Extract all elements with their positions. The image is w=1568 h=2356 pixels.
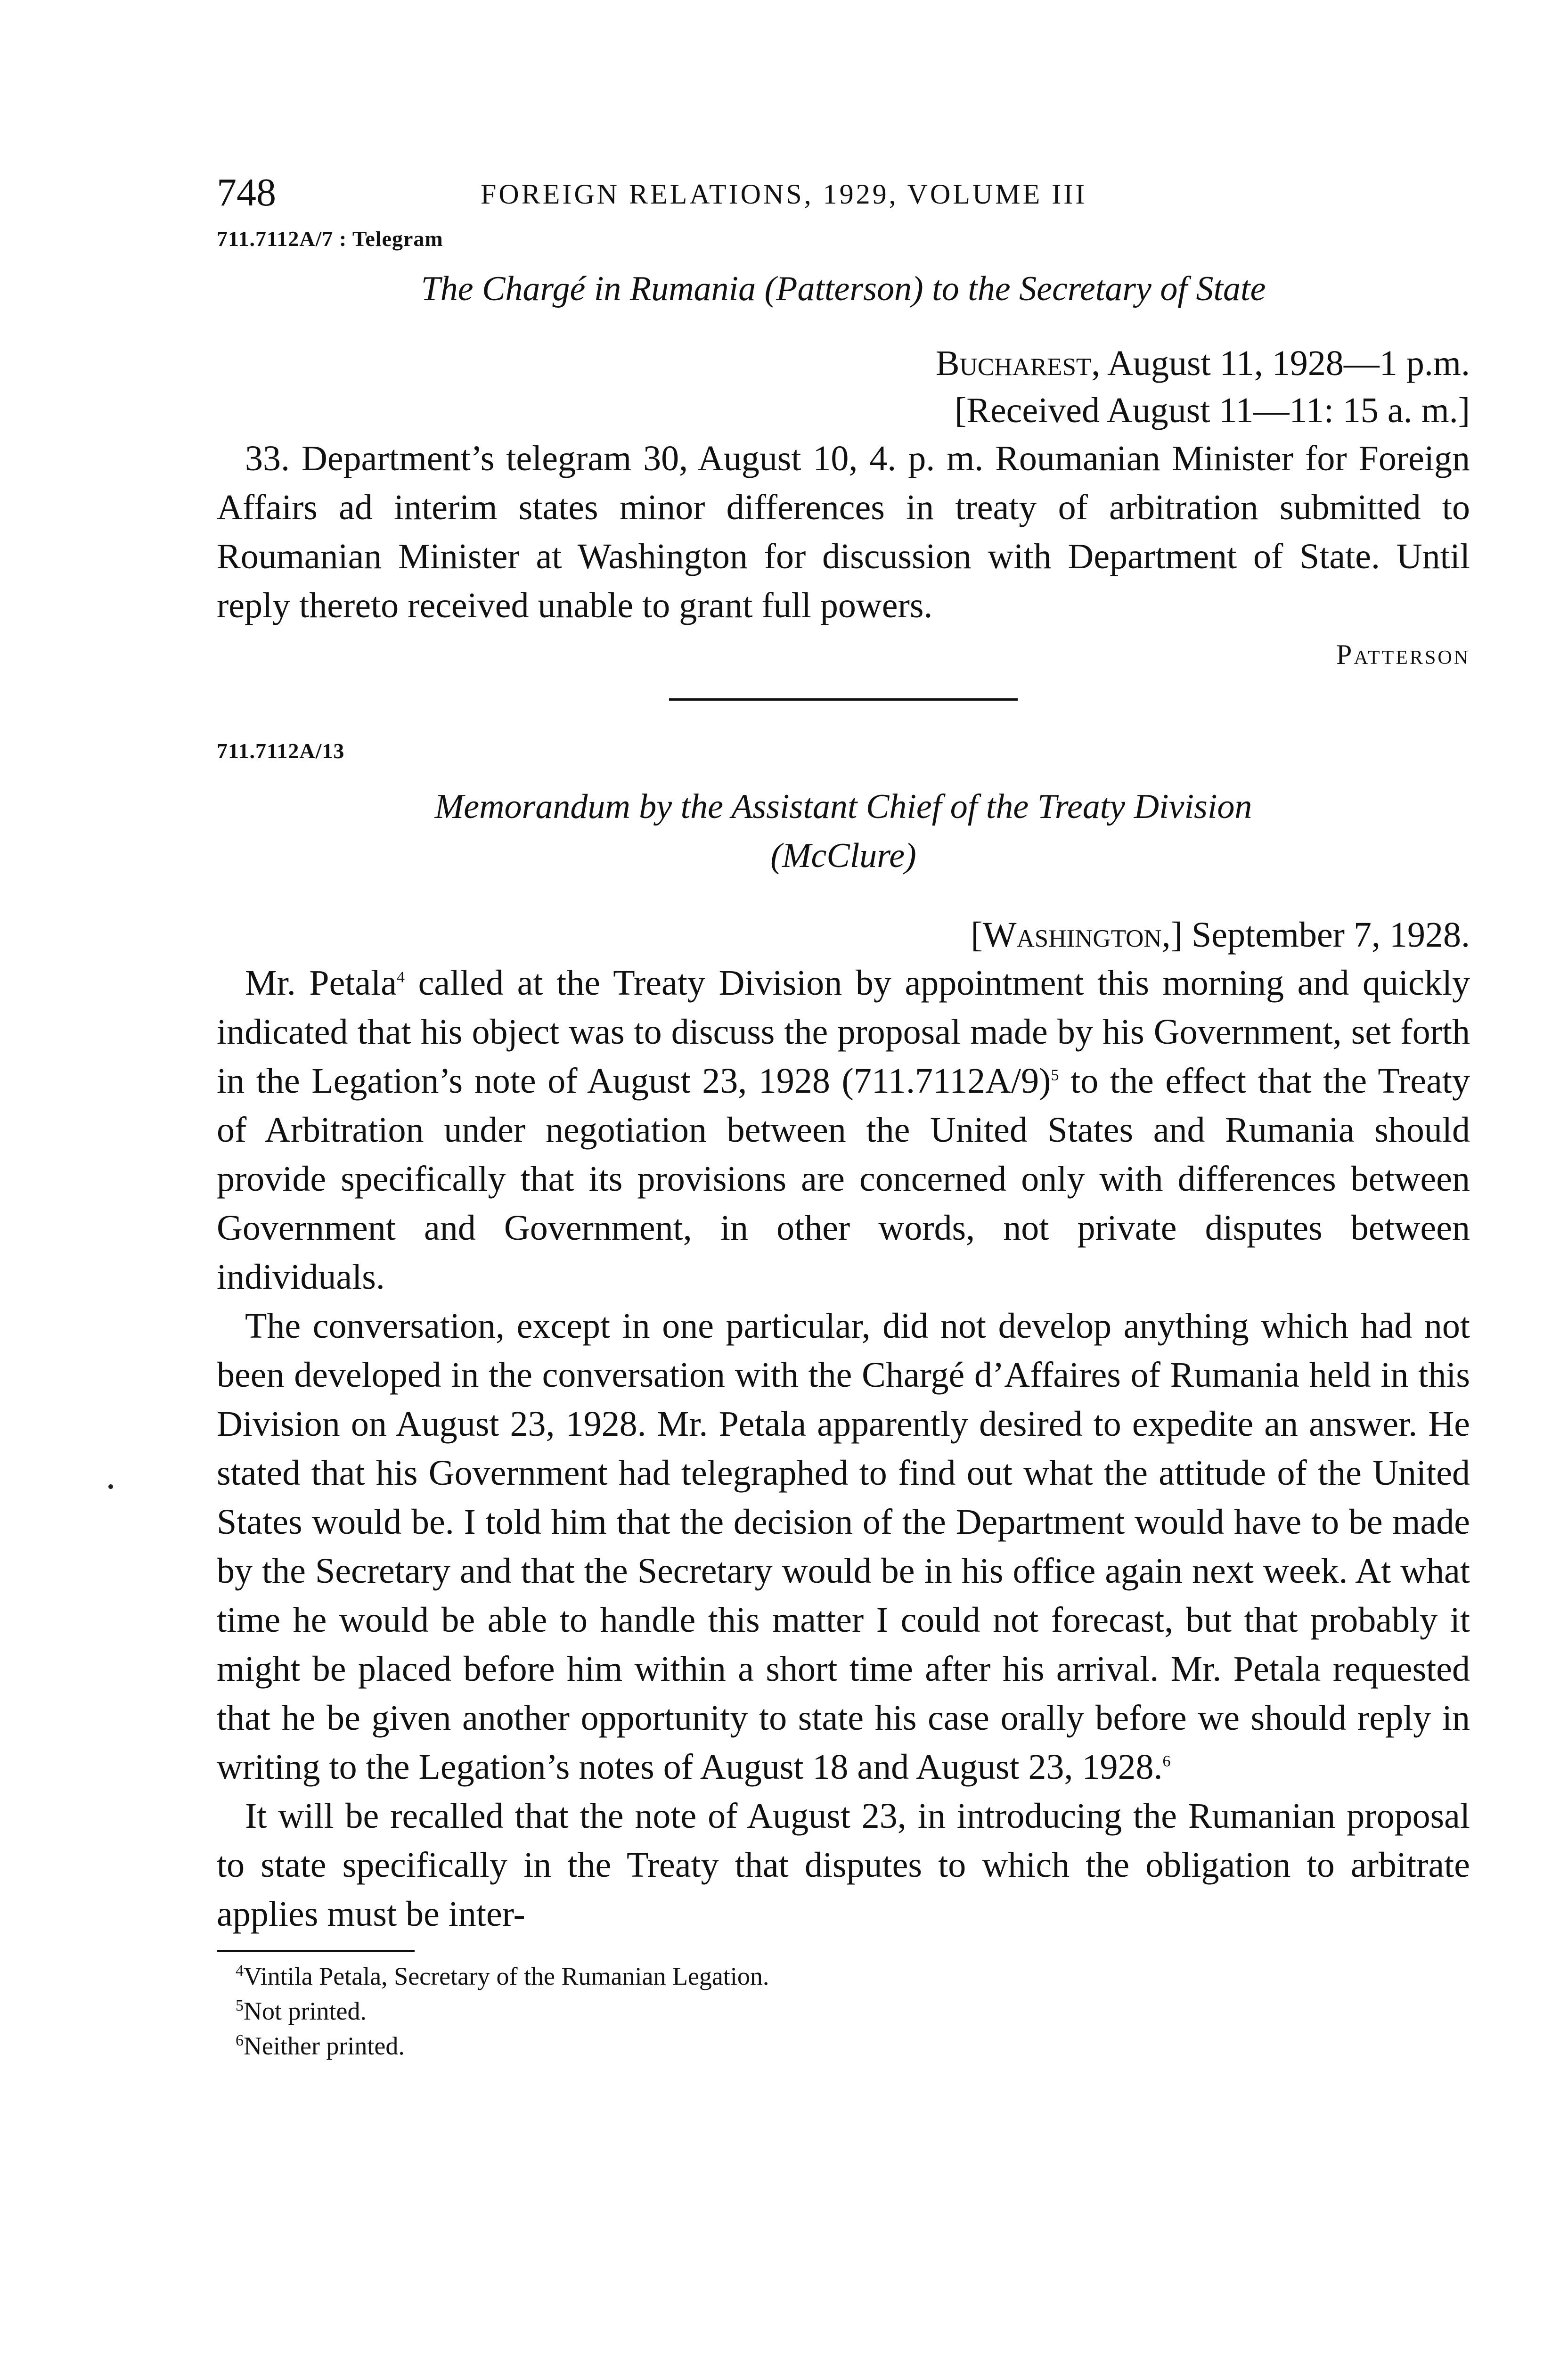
stray-mark-left <box>108 1484 113 1489</box>
memo-paragraph-1 <box>217 958 1470 1301</box>
footnote-5 <box>217 1994 1470 2029</box>
footnote-6 <box>217 2029 1470 2063</box>
footnote-mark-4: 4 <box>236 1962 244 1980</box>
signature-patterson: Patterson <box>1336 639 1470 670</box>
para1-text-b: called at the Treaty Division by appointment this morning and quickly indicated that his object was to discuss the proposal made by his Government, set forth in the Legation’s note of August 23, 1928 (711.7112A/9) <box>217 963 1470 1101</box>
document-page <box>217 160 1470 2063</box>
file-number-2: 711.7112A/13 <box>217 739 345 763</box>
footnote-mark-5: 5 <box>236 1997 244 2014</box>
telegram-body: 33. Department’s telegram 30, August 10, 4. p. m. Roumanian Minister for Foreign Affairs ad interim states minor differences in treaty of arbitration submitted to Roumanian Minister at Washington for discussion with Department of State. Until reply thereto received unable to grant full powers. <box>217 439 1470 625</box>
memo-paragraph-3: It will be recalled that the note of August 23, in introducing the Rumanian proposal to state specifically in the Treaty that disputes to which the obligation to arbitrate applies must be inter- <box>217 1796 1470 1934</box>
dateline-date-2: September 7, 1928. <box>1182 915 1470 955</box>
running-header <box>217 160 1470 212</box>
dateline-place-2: [Washington,] <box>971 915 1183 955</box>
para1-text-c: to the effect that the Treaty of Arbitration under negotiation between the United States and Rumania should provide specifically that its provisions are concerned only with differences between Government and Government, in other words, not private disputes between individuals. <box>217 1061 1470 1297</box>
footnote-text-5: Not printed. <box>244 1997 367 2025</box>
document-title-2-line2: (McClure) <box>770 836 916 875</box>
footnote-text-4: Vintila Petala, Secretary of the Rumanian Legation. <box>244 1962 769 1990</box>
footnote-ref-6: 6 <box>1162 1752 1171 1770</box>
document-title-2-line1: Memorandum by the Assistant Chief of the Treaty Division <box>434 787 1252 826</box>
dateline-date-1: August 11, 1928—1 p.m. <box>1100 344 1470 383</box>
received-line: [Received August 11—11: 15 a. m.] <box>954 391 1470 430</box>
footnote-ref-4: 4 <box>397 968 405 986</box>
dateline-place-1: Bucharest, <box>935 344 1101 383</box>
file-number-1: 711.7112A/7 : Telegram <box>217 227 443 251</box>
footnote-text-6: Neither printed. <box>244 2032 405 2060</box>
footnote-mark-6: 6 <box>236 2032 244 2049</box>
footnote-4 <box>217 1959 1470 1994</box>
dateline-2 <box>217 911 1470 958</box>
footnote-ref-5: 5 <box>1051 1066 1059 1084</box>
running-title: FOREIGN RELATIONS, 1929, VOLUME III <box>481 179 1087 210</box>
dateline-1 <box>217 340 1470 387</box>
para1-text-a: Mr. Petala <box>245 963 397 1003</box>
memo-paragraph-2 <box>217 1301 1470 1792</box>
document-title-1: The Chargé in Rumania (Patterson) to the Secretary of State <box>421 270 1266 308</box>
page-number: 748 <box>217 171 276 214</box>
para2-text: The conversation, except in one particular, did not develop anything which had not been developed in the conversation with the Chargé d’Affaires of Rumania held in this Division on August 23, 1928. Mr. Petala apparently desired to expedite an answer. He stated that his Government had telegraphed to find out what the attitude of the United States would be. I told him that the decision of the Department would have to be made by the Secretary and that the Secretary would be in his office again next week. At what time he would be able to handle this matter I could not forecast, but that probably it might be placed before him within a short time after his arrival. Mr. Petala requested that he be given another opportunity to state his case orally before we should reply in writing to the Legation’s notes of August 18 and August 23, 1928. <box>217 1306 1470 1787</box>
